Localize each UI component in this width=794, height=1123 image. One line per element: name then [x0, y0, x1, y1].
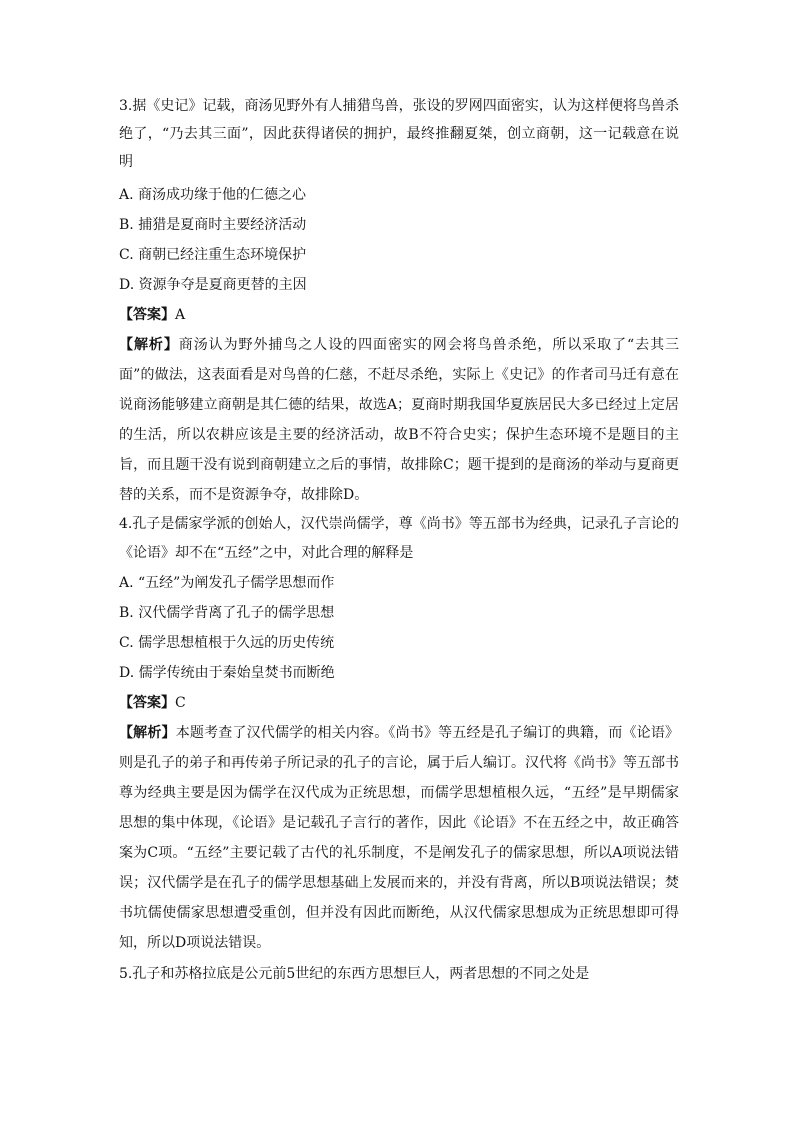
answer-line — [119, 302, 679, 328]
answer-label: 【答案】 — [119, 307, 175, 323]
option-b: B. 捕猎是夏商时主要经济活动 — [119, 217, 307, 233]
option-a: A. “五经”为阐发孔子儒学思想而作 — [119, 575, 335, 591]
answer-value: C — [175, 695, 186, 711]
answer-line — [119, 690, 679, 716]
document-page — [119, 92, 679, 988]
option-c: C. 商朝已经注重生态环境保护 — [119, 247, 307, 263]
analysis-label: 【解析】 — [119, 337, 179, 353]
answer-label: 【答案】 — [119, 695, 175, 711]
question-5 — [119, 960, 679, 988]
analysis-paragraph — [119, 718, 679, 958]
question-3 — [119, 92, 679, 510]
analysis-text: 本题考查了汉代儒学的相关内容。《尚书》等五经是孔子编订的典籍，而《论语》则是孔子的弟子和再传弟子所记录的孔子的言论，属于后人编订。汉代将《尚书》等五部书尊为经典主要是因为儒学在汉代成为正统思想，而儒学思想植根久远，“五经”是早期儒家思想的集中体现，《论语》是记载孔子言行的著作，因此《论语》不在五经之中，故正确答案为C项。“五经”主要记载了古代的礼乐制度，不是阐发孔子的儒家思想，所以A项说法错误；汉代儒学是在孔子的儒学思想基础上发展而来的，并没有背离，所以B项说法错误；焚书坑儒使儒家思想遭受重创，但并没有因此而断绝，从汉代儒家思想成为正统思想即可得知，所以D项说法错误。 — [119, 725, 679, 951]
question-stem: 5.孔子和苏格拉底是公元前5世纪的东西方思想巨人，两者思想的不同之处是 — [119, 966, 590, 982]
question-4 — [119, 510, 679, 958]
analysis-text: 商汤认为野外捕鸟之人设的四面密实的网会将鸟兽杀绝，所以采取了“去其三面”的做法，这表面看是对鸟兽的仁慈，不赶尽杀绝，实际上《史记》的作者司马迁有意在说商汤能够建立商朝是其仁德的结果，故选A；夏商时期我国华夏族居民大多已经过上定居的生活，所以农耕应该是主要的经济活动，故B不符合史实；保护生态环境不是题目的主旨，而且题干没有说到商朝建立之后的事情，故排除C；题干提到的是商汤的举动与夏商更替的关系，而不是资源争夺，故排除D。 — [119, 337, 680, 503]
question-stem: 3.据《史记》记载，商汤见野外有人捕猎鸟兽，张设的罗网四面密实，认为这样便将鸟兽杀绝了，“乃去其三面”，因此获得诸侯的拥护，最终推翻夏桀，创立商朝，这一记载意在说明 — [119, 98, 679, 170]
analysis-label: 【解析】 — [119, 725, 176, 741]
option-a: A. 商汤成功缘于他的仁德之心 — [119, 187, 307, 203]
option-b: B. 汉代儒学背离了孔子的儒学思想 — [119, 605, 335, 621]
option-d: D. 儒学传统由于秦始皇焚书而断绝 — [119, 665, 335, 681]
answer-value: A — [175, 307, 186, 323]
option-d: D. 资源争夺是夏商更替的主因 — [119, 277, 307, 293]
analysis-paragraph — [119, 330, 679, 510]
option-c: C. 儒学思想植根于久远的历史传统 — [119, 635, 335, 651]
question-stem: 4.孔子是儒家学派的创始人，汉代崇尚儒学，尊《尚书》等五部书为经典，记录孔子言论的《论语》却不在“五经”之中，对此合理的解释是 — [119, 516, 679, 561]
